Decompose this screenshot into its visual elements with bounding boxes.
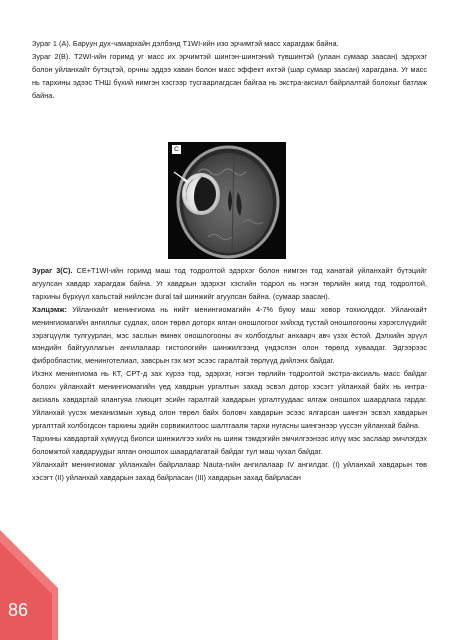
body-paragraph-2: Ихэнх менингиома нь КТ, СРТ-д зах хүрээ тод, эдэрхэг, нэгэн төрлийн тодролтой экстра-аксиаль масс байдаг болохч уйланхайт менингиомагийн үед хавдрын ургалтын захад эсвэл дотор хэсэгт уйланхай байх нь интра-аксиаль хавдартай ялангуяа глиоцит эсийн гаралтай хавдарын ургалтуудаас ялгаж оношлох шаардлага гардаг. Уйланхай үүсэх механизмын хувьд олон төрөл байх боловч хавдарын эсээс ялгарсан шингэн эсвэл хавдарын ургалттай холбогдсон тархины эдийн сорвижилтоос шалтгаалж тархи нугасны шингэнээр үүссэн уйланхай байна. bbox=[32, 369, 427, 430]
discussion-label: Хэлцэмж: bbox=[32, 304, 67, 314]
brain-mri-image bbox=[168, 142, 286, 259]
page-corner-decoration bbox=[0, 530, 58, 640]
intro-paragraphs bbox=[32, 38, 427, 103]
body-paragraph-3: Тархины хавдартай хүмүүсд биопси шинжилгээ хийх нь шинж тэмдэгийн эмчилгээнээс илүү мэс заслаар эмчлэгдэх боломжтой хавдаруудыг ялган оношлох шаардлагатай байдаг тул маш чухал байдаг. bbox=[32, 433, 427, 456]
page-number: 86 bbox=[8, 600, 29, 620]
figure-label: C bbox=[172, 145, 181, 154]
figure-1-description: Зураг 1 (A). Баруун дух-чамархайн дэлбэнд T1WI-ийн изо эрчимтэй масс харагдаж байна. bbox=[32, 39, 339, 48]
caption-text: CE+T1WI-ийн горимд маш тод тодролтой эдэрхэг болон нимгэн тод ханатай уйланхайт бүтэцийг агуулсан хавдар харагдаж байна. Уг хавдрын эдэрхэг хэсгийн тодрол нь нэгэн төрлийн жигд тод тодролтой, тархины бүрхүүл хальстай нийлсэн dural tail шинжийг агуулсан байна. (сумаар заасан). bbox=[32, 266, 427, 301]
body-paragraph-4: Уйланхайт менингиомаг уйланхайн байрлалаар Nauta-гийн ангилалаар IV ангилдаг. (I) уйланхай хавдарын төв хэсэгт (II) уйланхай хавдарын захад байрласан (III) хавдарын захад байрласан bbox=[32, 459, 427, 482]
discussion-text: Уйланхайт менингиома нь нийт менингиомагийн 4-7% буюу маш ховор тохиолддог. Уйланхайт менингиомагийн ангиллыг судлах, олон төрөл доторх ялган оношлогоог хийхэд тустай оношлогооны хэрэгслүүдийг зэрэгцүүлж тулгуурлан, мэс заслын өмнөх оношлогооны ач холбогдлыг анхаарч авч үзэх ёстой. Дэлхийн эрүүл мэндийн байгууллагын ангилалаар гистологийн шинжилгээнд үндэслэн олон төрөлд хуваадаг. Эдгээрээс фибробластик, менинготелиал, завсрын гэх мэт эсээс гаралтай төрлүүд дийлэнх байдаг. bbox=[32, 304, 427, 366]
figure-caption bbox=[32, 265, 427, 484]
mri-scan-graphic bbox=[168, 142, 286, 259]
caption-label: Зураг 3(C). bbox=[32, 266, 73, 275]
figure-2-description: Зураг 2(B). T2WI-ийн горимд уг масс их эрчимтэй шингэн-шингэний түвшинтэй (улаан сумаар заасан) эдэрхэг болон уйланхайт бүтэцтэй, орчны эддээ хаван болон масс эффект ихтэй (шар сумаар заасан) харагдана. Уг масс нь тархины эдээс ТНШ бүхий нимгэн хэсгээр тусгаарлагдсан байгаа нь экстра-аксиал байрлалтай болохыг батлаж байна. bbox=[32, 51, 427, 100]
discussion-paragraph bbox=[32, 304, 427, 369]
figure-3-caption bbox=[32, 265, 427, 304]
